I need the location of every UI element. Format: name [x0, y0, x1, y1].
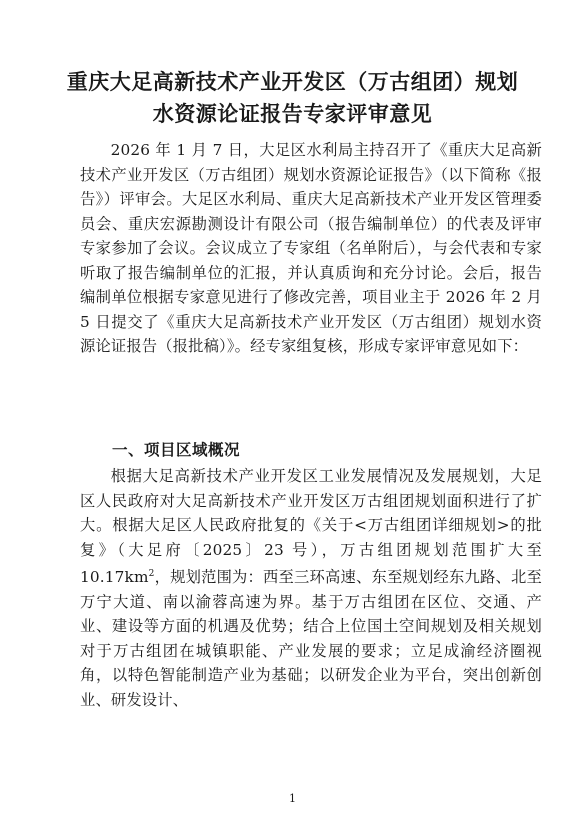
overview-paragraph — [80, 464, 542, 712]
overview-text-part-1: 根据大足高新技术产业开发区工业发展情况及发展规划，大足区人民政府对大足高新技术产业开发区万古组团规划面积进行了扩大。根据大足区人民政府批复的《关于<万古组团详细规划>的批复》（大足府〔2025〕23 号），万古组团规划范围扩大至 10.17km — [80, 467, 542, 587]
intro-paragraph: 2026 年 1 月 7 日，大足区水利局主持召开了《重庆大足高新技术产业开发区（万古组团）规划水资源论证报告》（以下简称《报告》）评审会。大足区水利局、重庆大足高新技术产业开发区管理委员会、重庆宏源勘测设计有限公司（报告编制单位）的代表及评审专家参加了会议。会议成立了专家组（名单附后），与会代表和专家听取了报告编制单位的汇报，并认真质询和充分讨论。会后，报告编制单位根据专家意见进行了修改完善，项目业主于 2026 年 2 月 5 日提交了《重庆大足高新技术产业开发区（万古组团）规划水资源论证报告（报批稿）》。经专家组复核，形成专家评审意见如下： — [80, 141, 542, 355]
overview-text-part-2: ，规划范围为：西至三环高速、东至规划经东九路、北至万宁大道、南以渝蓉高速为界。基于万古组团在区位、交通、产业、建设等方面的机遇及优势；结合上位国土空间规划及相关规划对于万古组团在城镇职能、产业发展的要求；立足成渝经济圈视角，以特色智能制造产业为基础；以研发企业为平台，突出创新创业、研发设计、 — [80, 568, 542, 709]
overview-paragraph-block — [80, 464, 542, 712]
intro-paragraph-block — [80, 138, 542, 359]
document-title-line-2: 水资源论证报告专家评审意见 — [152, 102, 433, 126]
section-heading-project-overview: 一、项目区域概况 — [112, 441, 241, 459]
document-title-line-1: 重庆大足高新技术产业开发区（万古组团）规划 — [66, 70, 519, 94]
page-number: 1 — [289, 792, 296, 805]
area-unit-superscript: 2 — [148, 569, 155, 579]
